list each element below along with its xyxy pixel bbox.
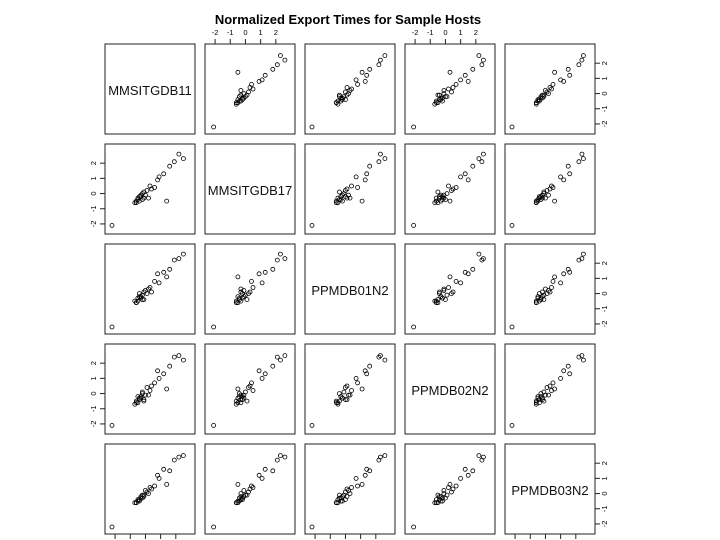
data-point	[436, 190, 440, 194]
data-point	[283, 58, 287, 62]
y-tick-label: 1	[89, 176, 98, 181]
data-point	[157, 376, 161, 380]
x-tick-label: -1	[226, 28, 234, 37]
data-point	[377, 160, 381, 164]
data-point	[481, 58, 485, 62]
data-point	[471, 267, 475, 271]
data-point	[110, 325, 114, 329]
variable-label: PPMDB03N2	[511, 483, 589, 498]
data-point	[562, 369, 566, 373]
data-point	[480, 63, 484, 67]
data-point	[271, 364, 275, 368]
data-point	[236, 275, 240, 279]
data-point	[566, 164, 570, 168]
data-point	[445, 293, 449, 297]
variable-label: PPMDB02N2	[411, 383, 489, 398]
data-point	[236, 70, 240, 74]
data-point	[360, 70, 364, 74]
y-tick-label: -1	[600, 505, 609, 513]
data-point	[553, 275, 557, 279]
data-point	[354, 476, 358, 480]
x-tick-label: 1	[458, 28, 463, 37]
data-point	[463, 172, 467, 176]
data-point	[581, 54, 585, 58]
x-tick-label: 0	[243, 28, 248, 37]
data-point	[559, 281, 563, 285]
data-point	[212, 423, 216, 427]
data-point	[448, 70, 452, 74]
data-point	[510, 423, 514, 427]
x-tick-label: 2	[473, 28, 478, 37]
panel-frame	[105, 244, 195, 334]
y-tick-label: -1	[600, 305, 609, 313]
data-point	[342, 390, 346, 394]
data-point	[110, 223, 114, 227]
data-point	[162, 467, 166, 471]
data-point	[551, 279, 555, 283]
data-point	[147, 196, 151, 200]
data-point	[275, 355, 279, 359]
data-point	[177, 257, 181, 261]
data-point	[510, 325, 514, 329]
data-point	[110, 423, 114, 427]
data-point	[383, 358, 387, 362]
y-tick-label: 0	[600, 91, 609, 96]
data-point	[337, 190, 341, 194]
data-point	[278, 454, 282, 458]
data-point	[368, 67, 372, 71]
data-point	[162, 372, 166, 376]
data-point	[577, 160, 581, 164]
panel-frame	[305, 44, 395, 134]
data-point	[412, 125, 416, 129]
data-point	[250, 279, 254, 283]
data-point	[580, 58, 584, 62]
data-point	[310, 125, 314, 129]
data-point	[257, 369, 261, 373]
data-point	[177, 354, 181, 358]
data-point	[471, 164, 475, 168]
data-point	[562, 178, 566, 182]
data-point	[181, 454, 185, 458]
y-tick-label: -1	[600, 105, 609, 113]
data-point	[477, 54, 481, 58]
data-point	[145, 386, 149, 390]
data-point	[553, 70, 557, 74]
data-point	[236, 387, 240, 391]
y-tick-label: 1	[600, 476, 609, 481]
data-point	[356, 484, 360, 488]
data-point	[378, 58, 382, 62]
data-point	[477, 252, 481, 256]
y-tick-label: -2	[600, 120, 609, 128]
data-point	[360, 482, 364, 486]
data-point	[510, 223, 514, 227]
data-point	[510, 125, 514, 129]
panel-frame	[205, 244, 295, 334]
data-point	[568, 172, 572, 176]
data-point	[168, 164, 172, 168]
data-point	[581, 358, 585, 362]
x-tick-label: 1	[258, 28, 263, 37]
data-point	[165, 482, 169, 486]
data-point	[168, 364, 172, 368]
data-point	[566, 67, 570, 71]
data-point	[368, 164, 372, 168]
data-point	[278, 54, 282, 58]
y-tick-label: 2	[600, 61, 609, 66]
y-tick-label: -1	[89, 205, 98, 213]
data-point	[463, 467, 467, 471]
data-point	[310, 223, 314, 227]
data-point	[463, 73, 467, 77]
data-point	[177, 455, 181, 459]
data-point	[271, 267, 275, 271]
data-point	[577, 63, 581, 67]
data-point	[354, 376, 358, 380]
data-point	[263, 270, 267, 274]
y-tick-label: 1	[600, 276, 609, 281]
y-tick-label: -2	[89, 220, 98, 228]
y-tick-label: 2	[600, 261, 609, 266]
y-tick-label: 2	[89, 361, 98, 366]
data-point	[454, 279, 458, 283]
data-point	[275, 63, 279, 67]
data-point	[454, 82, 458, 86]
y-tick-label: -2	[600, 320, 609, 328]
data-point	[581, 157, 585, 161]
data-point	[275, 258, 279, 262]
data-point	[310, 525, 314, 529]
variable-label: MMSITGDB17	[207, 183, 293, 198]
data-point	[356, 82, 360, 86]
data-point	[377, 63, 381, 67]
data-point	[251, 286, 255, 290]
y-tick-label: 0	[600, 291, 609, 296]
y-tick-label: 0	[600, 491, 609, 496]
data-point	[245, 399, 249, 403]
data-point	[363, 178, 367, 182]
matrix-panels	[89, 28, 609, 540]
data-point	[354, 175, 358, 179]
data-point	[177, 152, 181, 156]
data-point	[365, 73, 369, 77]
variable-label: PPMDB01N2	[311, 283, 389, 298]
data-point	[150, 384, 154, 388]
data-point	[162, 172, 166, 176]
data-point	[251, 389, 255, 393]
data-point	[580, 152, 584, 156]
data-point	[260, 376, 264, 380]
x-tick-label: -1	[426, 28, 434, 37]
y-tick-label: 0	[89, 391, 98, 396]
data-point	[172, 458, 176, 462]
data-point	[383, 54, 387, 58]
data-point	[356, 186, 360, 190]
data-point	[181, 157, 185, 161]
data-point	[271, 469, 275, 473]
variable-label: MMSITGDB11	[108, 83, 192, 98]
data-point	[263, 372, 267, 376]
data-point	[165, 199, 169, 203]
x-tick-label: 0	[443, 28, 448, 37]
data-point	[451, 86, 455, 90]
y-tick-label: 1	[89, 376, 98, 381]
data-point	[412, 223, 416, 227]
data-point	[448, 275, 452, 279]
data-point	[412, 325, 416, 329]
data-point	[368, 364, 372, 368]
data-point	[568, 73, 572, 77]
data-point	[471, 67, 475, 71]
data-point	[354, 78, 358, 82]
data-point	[466, 178, 470, 182]
data-point	[543, 196, 547, 200]
x-tick-label: -2	[411, 28, 419, 37]
data-point	[471, 469, 475, 473]
x-tick-label: 2	[273, 28, 278, 37]
data-point	[553, 199, 557, 203]
y-tick-label: 0	[89, 191, 98, 196]
data-point	[447, 184, 451, 188]
panel-frame	[405, 44, 495, 134]
data-point	[271, 67, 275, 71]
data-point	[172, 160, 176, 164]
data-point	[363, 79, 367, 83]
data-point	[239, 89, 243, 93]
data-point	[459, 78, 463, 82]
data-point	[378, 152, 382, 156]
data-point	[466, 79, 470, 83]
data-point	[350, 389, 354, 393]
data-point	[283, 257, 287, 261]
data-point	[153, 279, 157, 283]
data-point	[157, 281, 161, 285]
chart-title: Normalized Export Times for Sample Hosts	[214, 12, 482, 27]
panel-frame	[305, 144, 395, 234]
data-point	[459, 476, 463, 480]
data-point	[172, 355, 176, 359]
data-point	[283, 455, 287, 459]
data-point	[450, 90, 454, 94]
data-point	[477, 454, 481, 458]
data-point	[365, 172, 369, 176]
data-point	[356, 381, 360, 385]
data-point	[448, 199, 452, 203]
data-point	[245, 298, 249, 302]
data-point	[153, 381, 157, 385]
data-point	[168, 469, 172, 473]
panel-frame	[505, 44, 595, 134]
data-point	[383, 157, 387, 161]
data-point	[263, 73, 267, 77]
data-point	[278, 252, 282, 256]
y-tick-label: 2	[600, 461, 609, 466]
data-point	[581, 252, 585, 256]
data-point	[360, 199, 364, 203]
data-point	[257, 272, 261, 276]
data-point	[363, 473, 367, 477]
data-point	[168, 267, 172, 271]
data-point	[165, 275, 169, 279]
data-point	[212, 525, 216, 529]
x-tick-label: -2	[211, 28, 219, 37]
y-tick-label: 2	[89, 161, 98, 166]
data-point	[150, 290, 154, 294]
data-point	[263, 467, 267, 471]
data-point	[568, 372, 572, 376]
data-point	[212, 125, 216, 129]
data-point	[412, 525, 416, 529]
data-point	[481, 152, 485, 156]
data-point	[165, 387, 169, 391]
y-tick-label: -2	[600, 520, 609, 528]
data-point	[350, 184, 354, 188]
data-point	[181, 252, 185, 256]
data-point	[466, 473, 470, 477]
y-tick-label: -2	[89, 420, 98, 428]
data-point	[275, 458, 279, 462]
panel-frame	[105, 444, 195, 534]
data-point	[310, 423, 314, 427]
data-point	[447, 286, 451, 290]
data-point	[181, 358, 185, 362]
data-point	[212, 325, 216, 329]
y-tick-label: 1	[600, 76, 609, 81]
data-point	[257, 473, 261, 477]
data-point	[236, 482, 240, 486]
data-point	[283, 354, 287, 358]
data-point	[260, 281, 264, 285]
data-point	[562, 272, 566, 276]
data-point	[172, 258, 176, 262]
data-point	[559, 376, 563, 380]
data-point	[110, 525, 114, 529]
y-tick-label: -1	[89, 405, 98, 413]
data-point	[566, 364, 570, 368]
data-point	[480, 160, 484, 164]
data-point	[459, 175, 463, 179]
data-point	[459, 281, 463, 285]
data-point	[156, 272, 160, 276]
data-point	[345, 86, 349, 90]
data-point	[156, 369, 160, 373]
data-point	[360, 387, 364, 391]
data-point	[162, 270, 166, 274]
data-point	[383, 454, 387, 458]
panel-frame	[105, 344, 195, 434]
